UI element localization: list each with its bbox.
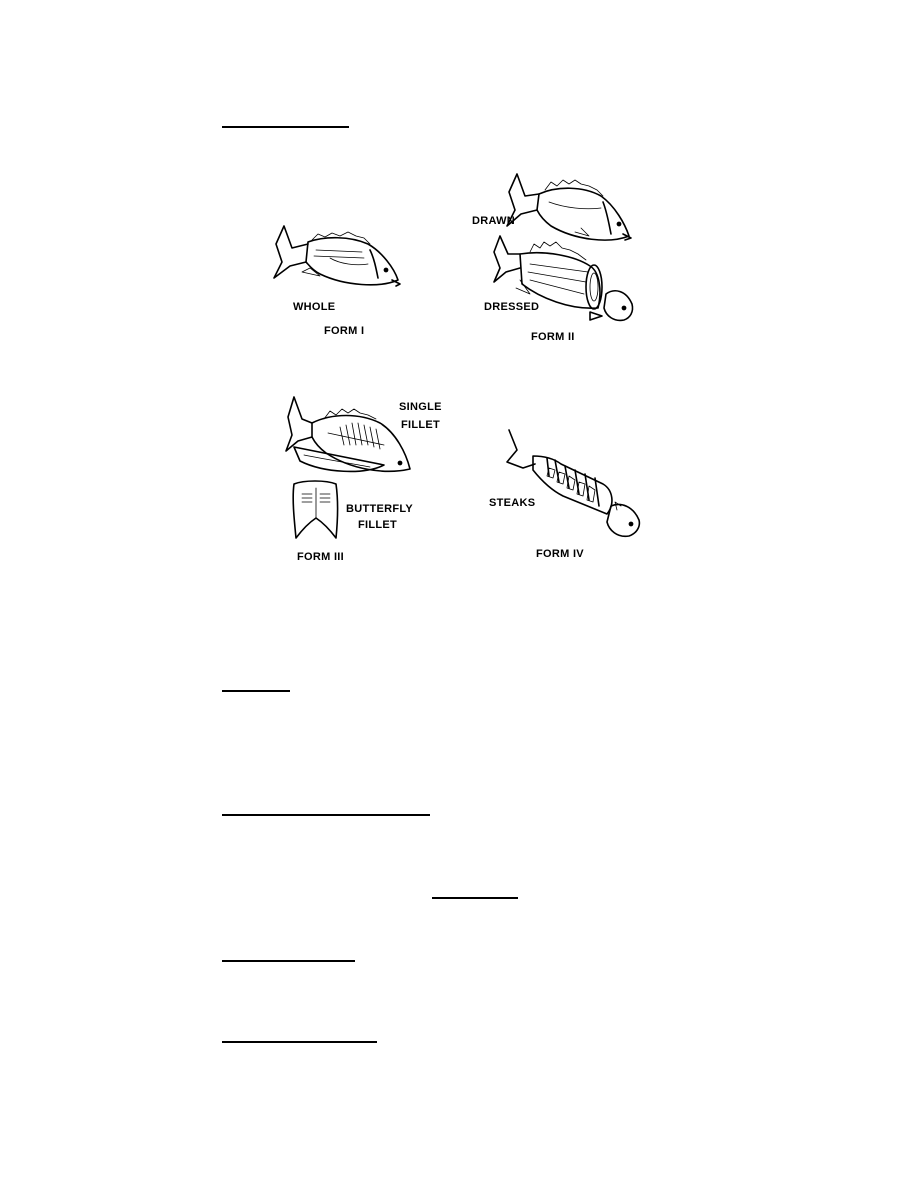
form-1-label: FORM I <box>324 325 365 337</box>
butterfly-label-line1: BUTTERFLY <box>346 503 414 515</box>
heading-rule-1 <box>222 126 349 128</box>
form-4-label: FORM IV <box>536 548 584 560</box>
inline-rule <box>432 897 518 899</box>
heading-rule-4 <box>222 960 355 962</box>
butterfly-label-line2: FILLET <box>358 519 398 531</box>
drawn-label: DRAWN <box>472 215 516 227</box>
dressed-label: DRESSED <box>484 301 540 313</box>
single-fillet-illustration <box>284 393 414 478</box>
steaks-illustration <box>503 428 648 540</box>
steaks-label: STEAKS <box>489 497 536 509</box>
single-label-line1: SINGLE <box>399 401 442 413</box>
whole-fish-illustration <box>270 222 405 292</box>
whole-label: WHOLE <box>293 301 336 313</box>
single-label-line2: FILLET <box>401 419 441 431</box>
butterfly-fillet-illustration <box>290 478 342 542</box>
heading-rule-3 <box>222 814 430 816</box>
form-2-label: FORM II <box>531 331 575 343</box>
form-3-label: FORM III <box>297 551 345 563</box>
heading-rule-2 <box>222 690 290 692</box>
heading-rule-5 <box>222 1041 377 1043</box>
